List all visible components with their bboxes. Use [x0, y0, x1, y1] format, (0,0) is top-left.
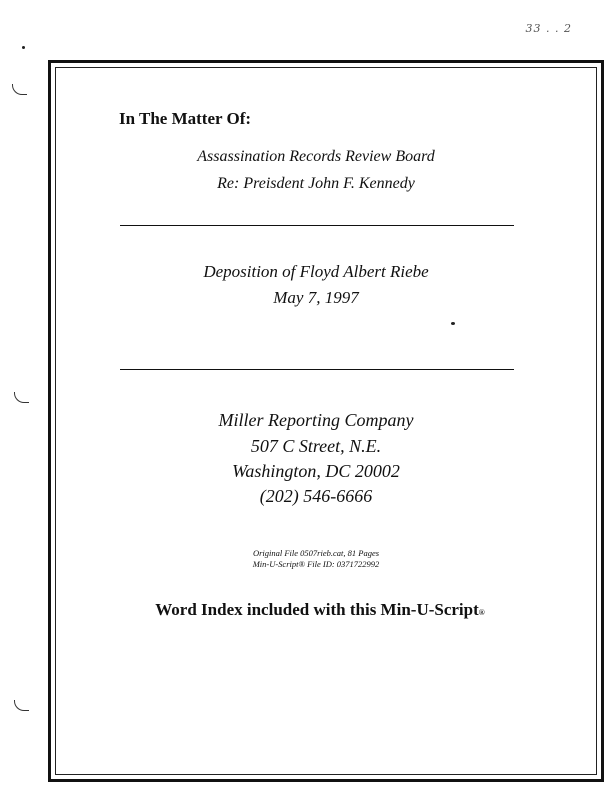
- script-file-id: Min-U-Script® File ID: 0371722992: [252, 559, 380, 569]
- case-line-board: Assassination Records Review Board: [197, 148, 435, 165]
- divider-rule-bottom: [120, 369, 514, 370]
- original-file-info: Original File 0507rieb.cat, 81 Pages: [252, 548, 380, 558]
- company-street: 507 C Street, N.E.: [250, 436, 382, 456]
- binder-hole-mark: [14, 700, 29, 711]
- deposition-date: May 7, 1997: [273, 288, 359, 307]
- binder-hole-mark: [14, 392, 29, 403]
- corner-handwritten-note: 33 . . 2: [525, 22, 572, 35]
- company-name: Miller Reporting Company: [218, 410, 414, 430]
- word-index-notice: [100, 600, 540, 620]
- word-index-text: Word Index included with this Min-U-Script: [155, 600, 479, 619]
- deposition-title: Deposition of Floyd Albert Riebe: [203, 262, 429, 281]
- registered-mark: ®: [478, 608, 485, 617]
- binder-hole-mark: [12, 84, 27, 95]
- case-line-subject: Re: Preisdent John F. Kennedy: [217, 175, 415, 192]
- company-phone: (202) 546-6666: [259, 486, 373, 506]
- matter-heading: In The Matter Of:: [119, 109, 252, 128]
- company-city: Washington, DC 20002: [232, 461, 400, 481]
- divider-rule-top: [120, 225, 514, 226]
- scan-speck: [22, 46, 25, 49]
